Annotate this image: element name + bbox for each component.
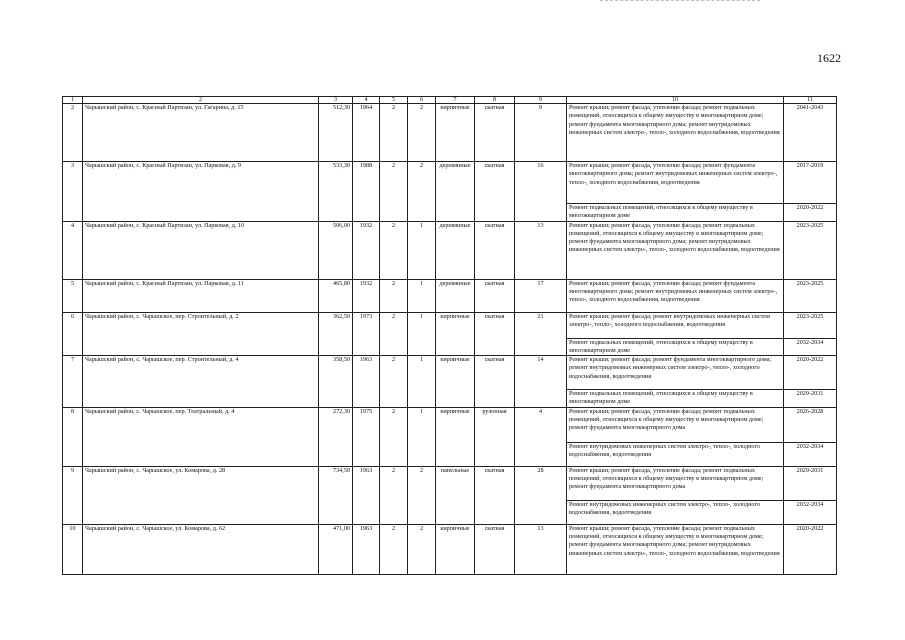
header-cell: 11: [784, 97, 837, 104]
repair-works-cell: Ремонт внутридомовых инженерных систем электро-, тепло-, холодного водоснабжения, водоотведения: [567, 442, 784, 466]
scan-edge-mark: [600, 0, 760, 4]
header-cell: 6: [408, 97, 436, 104]
col9-cell: 13: [515, 524, 567, 574]
col9-cell: 17: [515, 279, 567, 312]
period-cell: 2020-2022: [784, 524, 837, 574]
period-cell: 2029-2031: [784, 390, 837, 408]
col9-cell: 28: [515, 466, 567, 524]
roof-type-cell: скатная: [475, 466, 515, 524]
header-cell: 8: [475, 97, 515, 104]
entrances-cell: 1: [408, 279, 436, 312]
period-cell: 2017-2019: [784, 162, 837, 204]
header-cell: 10: [567, 97, 784, 104]
capital-repair-table: [62, 96, 837, 575]
header-cell: 2: [83, 97, 319, 104]
area-cell: 358,50: [319, 356, 353, 408]
row-number-cell: 7: [63, 356, 83, 408]
repair-works-cell: Ремонт крыши; ремонт фасада, утепление фасада; ремонт подвальных помещений, относящихся к общему имуществу в многоквартирном доме; ремонт фундамента многоквартирного дома: [567, 466, 784, 500]
floors-cell: 2: [380, 356, 408, 408]
address-cell: Чарышский район, с. Чарышское, пер. Театральный, д. 4: [83, 407, 319, 466]
header-cell: 9: [515, 97, 567, 104]
floors-cell: 2: [380, 279, 408, 312]
header-cell: 5: [380, 97, 408, 104]
period-cell: 2023-2025: [784, 221, 837, 279]
area-cell: 506,00: [319, 221, 353, 279]
entrances-cell: 2: [408, 466, 436, 524]
area-cell: 362,50: [319, 312, 353, 356]
col9-cell: 16: [515, 162, 567, 222]
col9-cell: 4: [515, 407, 567, 466]
table-row: [63, 356, 837, 390]
row-number-cell: 4: [63, 221, 83, 279]
period-cell: 2029-2031: [784, 466, 837, 500]
roof-type-cell: скатная: [475, 104, 515, 162]
col9-cell: 14: [515, 356, 567, 408]
roof-type-cell: скатная: [475, 356, 515, 408]
period-cell: 2032-2034: [784, 338, 837, 356]
area-cell: 471,00: [319, 524, 353, 574]
row-number-cell: 6: [63, 312, 83, 356]
year-cell: 1963: [353, 524, 380, 574]
wall-material-cell: кирпичные: [436, 524, 475, 574]
row-number-cell: 5: [63, 279, 83, 312]
entrances-cell: 1: [408, 356, 436, 408]
repair-works-cell: Ремонт крыши; ремонт фасада; ремонт внутридомовых инженерных систем электро-, тепло-, холодного водоснабжения, водоотведения: [567, 312, 784, 338]
area-cell: 465,80: [319, 279, 353, 312]
table-row: [63, 524, 837, 574]
wall-material-cell: деревянные: [436, 162, 475, 222]
period-cell: 2020-2022: [784, 356, 837, 390]
header-cell: 4: [353, 97, 380, 104]
address-cell: Чарышский район, с. Чарышское, ул. Комарова, д. 28: [83, 466, 319, 524]
floors-cell: 2: [380, 104, 408, 162]
repair-works-cell: Ремонт крыши; ремонт фасада; ремонт фундамента многоквартирного дома; ремонт внутридомовых инженерных систем электро-, тепло-, холодного водоснабжения, водоотведения: [567, 356, 784, 390]
year-cell: 1932: [353, 279, 380, 312]
wall-material-cell: кирпичные: [436, 407, 475, 466]
table-row: [63, 279, 837, 312]
col9-cell: 13: [515, 221, 567, 279]
repair-works-cell: Ремонт крыши; ремонт фасада, утепление фасада; ремонт подвальных помещений, относящихся к общему имуществу в многоквартирном доме; ремонт фундамента многоквартирного дома; ремонт внутридомовых инженерных систем электро-, тепло-, холодного водоснабжения, водоотведения: [567, 221, 784, 279]
wall-material-cell: панельные: [436, 466, 475, 524]
table-body: [63, 97, 837, 575]
period-cell: 2023-2025: [784, 279, 837, 312]
wall-material-cell: деревянные: [436, 279, 475, 312]
address-cell: Чарышский район, с. Красный Партизан, ул. Гагарина, д. 15: [83, 104, 319, 162]
area-cell: 533,30: [319, 162, 353, 222]
repair-works-cell: Ремонт подвальных помещений, относящихся к общему имуществу в многоквартирном доме: [567, 390, 784, 408]
row-number-cell: 8: [63, 407, 83, 466]
wall-material-cell: кирпичные: [436, 356, 475, 408]
row-number-cell: 2: [63, 104, 83, 162]
wall-material-cell: кирпичные: [436, 104, 475, 162]
year-cell: 1963: [353, 466, 380, 524]
wall-material-cell: деревянные: [436, 221, 475, 279]
repair-works-cell: Ремонт крыши; ремонт фасада, утепление фасада; ремонт подвальных помещений, относящихся к общему имуществу в многоквартирном доме; ремонт фундамента многоквартирного дома: [567, 407, 784, 442]
address-cell: Чарышский район, с. Чарышское, ул. Комарова, д. 62: [83, 524, 319, 574]
address-cell: Чарышский район, с. Чарышское, пер. Строительный, д. 2: [83, 312, 319, 356]
period-cell: 2026-2028: [784, 407, 837, 442]
entrances-cell: 1: [408, 312, 436, 356]
repair-works-cell: Ремонт крыши; ремонт фасада, утепление фасада; ремонт фундамента многоквартирного дома; ремонт внутридомовых инженерных систем электро-, тепло-, холодного водоснабжения, водоотведения: [567, 162, 784, 204]
roof-type-cell: рулонная: [475, 407, 515, 466]
table-row: [63, 221, 837, 279]
area-cell: 734,50: [319, 466, 353, 524]
repair-works-cell: Ремонт крыши; ремонт фасада, утепление фасада; ремонт подвальных помещений, относящихся к общему имуществу в многоквартирном доме; ремонт фундамента многоквартирного дома; ремонт внутридомовых инженерных систем электро-, тепло-, холодного водоснабжения, водоотведения: [567, 104, 784, 162]
floors-cell: 2: [380, 312, 408, 356]
floors-cell: 2: [380, 407, 408, 466]
table-row: [63, 407, 837, 442]
table-row: [63, 466, 837, 500]
floors-cell: 2: [380, 221, 408, 279]
table-row: [63, 104, 837, 162]
table-row: [63, 312, 837, 338]
row-number-cell: 10: [63, 524, 83, 574]
col9-cell: 9: [515, 104, 567, 162]
entrances-cell: 2: [408, 524, 436, 574]
area-cell: 512,30: [319, 104, 353, 162]
period-cell: 2032-2034: [784, 500, 837, 524]
address-cell: Чарышский район, с. Чарышское, пер. Строительный, д. 4: [83, 356, 319, 408]
row-number-cell: 9: [63, 466, 83, 524]
entrances-cell: 1: [408, 221, 436, 279]
entrances-cell: 2: [408, 162, 436, 222]
header-cell: 3: [319, 97, 353, 104]
address-cell: Чарышский район, с. Красный Партизан, ул. Парковая, д. 10: [83, 221, 319, 279]
floors-cell: 2: [380, 466, 408, 524]
repair-works-cell: Ремонт крыши; ремонт фасада, утепление фасада; ремонт подвальных помещений, относящихся к общему имуществу в многоквартирном доме; ремонт фундамента многоквартирного дома; ремонт внутридомовых инженерных систем электро-, тепло-, холодного водоснабжения, водоотведения: [567, 524, 784, 574]
floors-cell: 2: [380, 524, 408, 574]
address-cell: Чарышский район, с. Красный Партизан, ул. Парковая, д. 11: [83, 279, 319, 312]
page-number: 1622: [817, 51, 841, 65]
floors-cell: 2: [380, 162, 408, 222]
roof-type-cell: скатная: [475, 221, 515, 279]
year-cell: 1975: [353, 407, 380, 466]
wall-material-cell: кирпичные: [436, 312, 475, 356]
row-number-cell: 3: [63, 162, 83, 222]
year-cell: 1964: [353, 104, 380, 162]
year-cell: 1963: [353, 356, 380, 408]
period-cell: 2023-2025: [784, 312, 837, 338]
repair-works-cell: Ремонт внутридомовых инженерных систем электро-, тепло-, холодного водоснабжения, водоотведения: [567, 500, 784, 524]
period-cell: 2020-2022: [784, 204, 837, 222]
year-cell: 1988: [353, 162, 380, 222]
table-row: [63, 162, 837, 204]
col9-cell: 21: [515, 312, 567, 356]
entrances-cell: 2: [408, 104, 436, 162]
header-cell: 7: [436, 97, 475, 104]
period-cell: 2041-2043: [784, 104, 837, 162]
header-cell: 1: [63, 97, 83, 104]
repair-works-cell: Ремонт подвальных помещений, относящихся к общему имуществу в многоквартирном доме: [567, 204, 784, 222]
address-cell: Чарышский район, с. Красный Партизан, ул. Парковая, д. 9: [83, 162, 319, 222]
year-cell: 1973: [353, 312, 380, 356]
area-cell: 272,30: [319, 407, 353, 466]
roof-type-cell: скатная: [475, 162, 515, 222]
repair-works-cell: Ремонт крыши; ремонт фасада, утепление фасада; ремонт фундамента многоквартирного дома; ремонт внутридомовых инженерных систем электро-, тепло-, холодного водоснабжения, водоотведения: [567, 279, 784, 312]
column-number-row: [63, 97, 837, 104]
repair-works-cell: Ремонт подвальных помещений, относящихся к общему имуществу в многоквартирном доме: [567, 338, 784, 356]
year-cell: 1932: [353, 221, 380, 279]
entrances-cell: 1: [408, 407, 436, 466]
period-cell: 2032-2034: [784, 442, 837, 466]
roof-type-cell: скатная: [475, 312, 515, 356]
roof-type-cell: скатная: [475, 524, 515, 574]
roof-type-cell: скатная: [475, 279, 515, 312]
